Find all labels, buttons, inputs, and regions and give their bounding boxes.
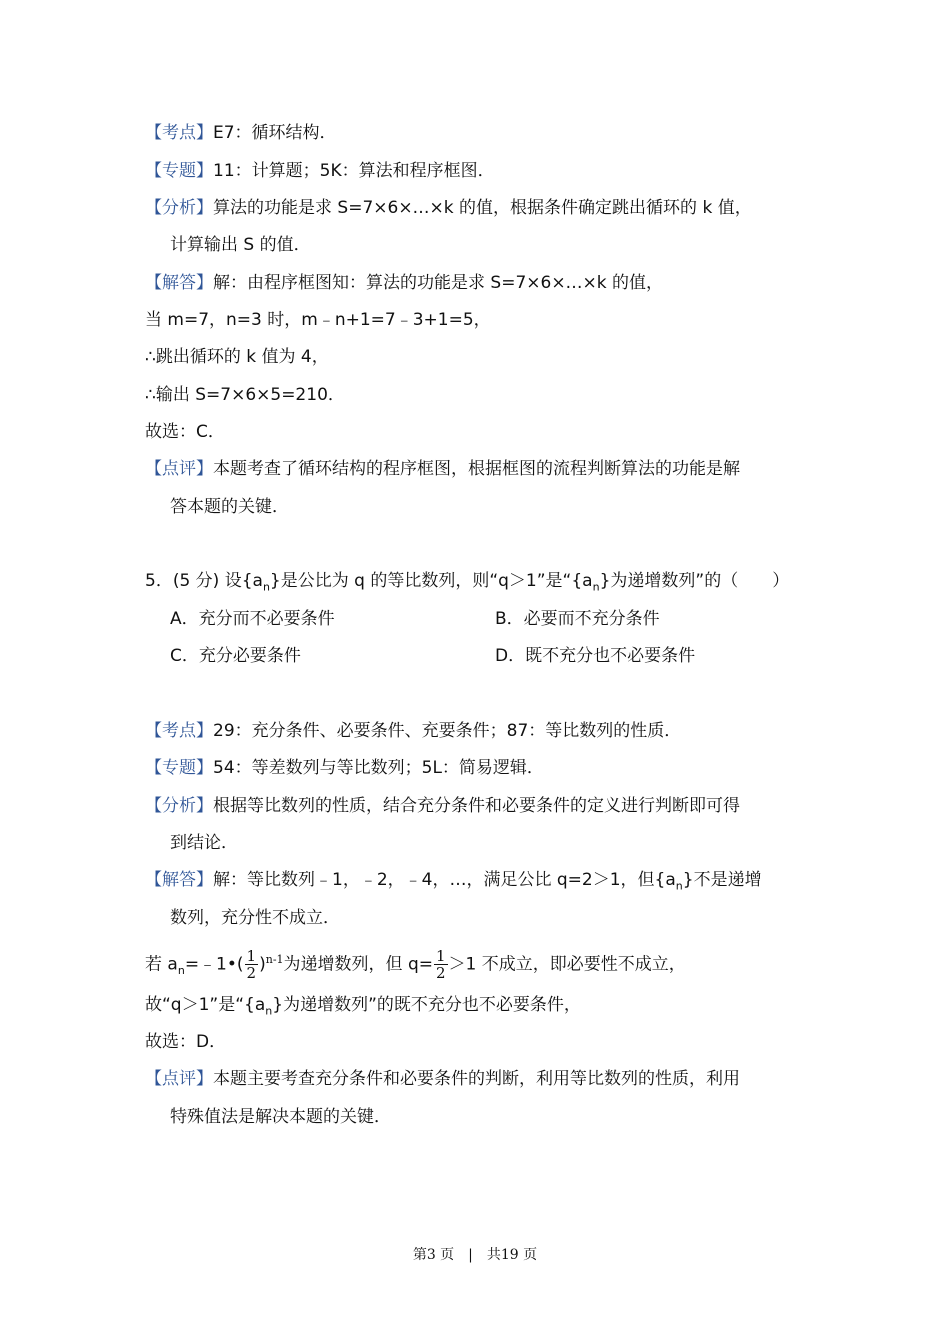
q5-option-b: B．必要而不充分条件 bbox=[495, 609, 660, 629]
q5-option-a: A．充分而不必要条件 bbox=[170, 609, 335, 629]
q4-fenxi-line-2: 计算输出 S 的值． bbox=[170, 235, 311, 255]
page-footer: 第3 页 | 共19 页 bbox=[412, 1247, 538, 1263]
q5-fenxi-text: 根据等比数列的性质，结合充分条件和必要条件的定义进行判断即可得 bbox=[213, 796, 740, 816]
q4-jieda-line-5: 故选：C． bbox=[145, 422, 225, 442]
dianping-tag: 【点评】 bbox=[145, 459, 213, 479]
q4-dianping-text: 本题考查了循环结构的程序框图，根据框图的流程判断算法的功能是解 bbox=[213, 459, 740, 479]
q5-zhuanti-text: 54：等差数列与等比数列；5L：简易逻辑． bbox=[213, 758, 544, 778]
q5-stem: 5．(5 分) 设$\{a_n\}$是公比为 q 的等比数列，则“q＞1”是“$\{a_n\}$为递增数列”的（ ） bbox=[145, 571, 790, 594]
q5-kaodian-line: 【考点】29：充分条件、必要条件、充要条件；87：等比数列的性质． bbox=[145, 721, 682, 741]
q4-jieda-line-2: 当 m=7，n=3 时，m﹣n+1=7﹣3+1=5， bbox=[145, 310, 491, 330]
q5-guxuan-line: 故选：D． bbox=[145, 1032, 227, 1052]
q4-jieda-text: 解：由程序框图知：算法的功能是求 S=7×6×…×k 的值， bbox=[213, 273, 664, 293]
q4-kaodian-line bbox=[145, 122, 337, 144]
q5-option-c: C．充分必要条件 bbox=[170, 646, 301, 666]
q5-zhuanti-line: 【专题】54：等差数列与等比数列；5L：简易逻辑． bbox=[145, 758, 544, 778]
q5-fenxi-line: 【分析】根据等比数列的性质，结合充分条件和必要条件的定义进行判断即可得 bbox=[145, 796, 740, 816]
q5-kaodian-text: 29：充分条件、必要条件、充要条件；87：等比数列的性质． bbox=[213, 721, 682, 741]
q4-zhuanti-text: 11：计算题；5K：算法和程序框图． bbox=[213, 161, 495, 181]
zhuanti-tag: 【专题】 bbox=[145, 161, 213, 181]
q4-fenxi-text: 算法的功能是求 S=7×6×…×k 的值，根据条件确定跳出循环的 k 值， bbox=[213, 198, 752, 218]
fraction-one-half: $\frac{1}{2}$ bbox=[246, 947, 257, 983]
q4-jieda-line-4: ∴输出 S=7×6×5=210． bbox=[145, 385, 345, 405]
fenxi-tag: 【分析】 bbox=[145, 198, 213, 218]
q5-ruo-line: 若 $a_n=﹣1•$( $\frac{1}{2}$ )$^{n-1}$为递增数列，但 q= $\frac{1}{2}$ ＞1 不成立，即必要性不成立， bbox=[145, 947, 686, 983]
fraction-one-half-2: $\frac{1}{2}$ bbox=[436, 947, 446, 983]
q5-jieda-line: 【解答】解：等比数列﹣1，﹣2，﹣4，…，满足公比 q=2＞1，但$\{a_n\}$不是递增 bbox=[145, 870, 762, 893]
q4-zhuanti-line bbox=[145, 160, 495, 182]
q5-jieda-text: 解：等比数列﹣1，﹣2，﹣4，…，满足公比 q=2＞1，但{a bbox=[213, 870, 676, 890]
q5-dianping-line: 【点评】本题主要考查充分条件和必要条件的判断，利用等比数列的性质，利用 bbox=[145, 1069, 740, 1089]
q5-dianping-text: 本题主要考查充分条件和必要条件的判断，利用等比数列的性质，利用 bbox=[213, 1069, 740, 1089]
q5-gu-line: 故“q＞1”是“$\{a_n\}$为递增数列”的既不充分也不必要条件， bbox=[145, 995, 581, 1018]
q4-fenxi-line bbox=[145, 197, 752, 219]
q4-dianping-line bbox=[145, 458, 740, 480]
q4-jieda-line-3: ∴跳出循环的 k 值为 4， bbox=[145, 347, 329, 367]
kaodian-tag: 【考点】 bbox=[145, 123, 213, 143]
q4-kaodian-text: E7：循环结构． bbox=[213, 123, 337, 143]
q5-jieda-line-2: 数列，充分性不成立． bbox=[170, 908, 340, 928]
q4-jieda-line bbox=[145, 272, 663, 294]
q5-fenxi-line-2: 到结论． bbox=[170, 833, 238, 853]
q5-option-d: D．既不充分也不必要条件 bbox=[495, 646, 696, 666]
q5-dianping-line-2: 特殊值法是解决本题的关键． bbox=[170, 1107, 391, 1127]
jieda-tag: 【解答】 bbox=[145, 273, 213, 293]
q4-dianping-line-2: 答本题的关键． bbox=[170, 497, 289, 517]
